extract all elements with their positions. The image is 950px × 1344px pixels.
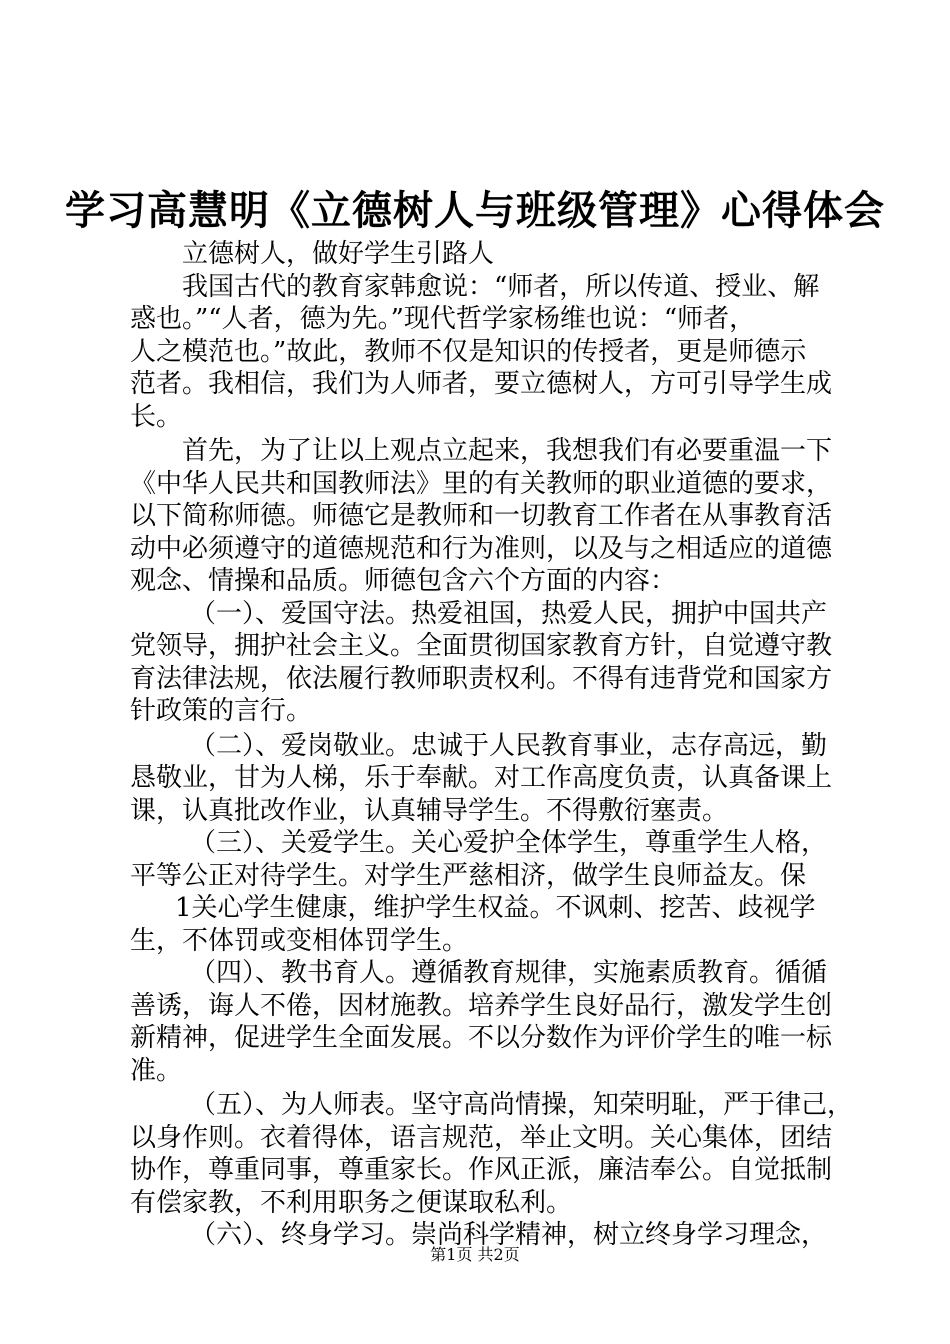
paragraph-line: 新精神，促进学生全面发展。不以分数作为评价学生的唯一标 [130, 1023, 833, 1053]
paragraph-line: 范者。我相信，我们为人师者，要立德树人，方可引导学生成 [130, 369, 833, 399]
paragraph-line: 课，认真批改作业，认真辅导学生。不得敷衍塞责。 [130, 795, 729, 826]
subtitle-line: 立德树人，做好学生引路人 [182, 239, 495, 269]
paragraph-line: 动中必须遵守的道德规范和行为准则，以及与之相适应的道德 [130, 533, 833, 564]
page-footer: 第1页 共2页 [430, 1245, 520, 1264]
paragraph-line: 有偿家教，不利用职务之便谋取私利。 [130, 1187, 573, 1218]
paragraph-line: 平等公正对待学生。对学生严慈相济，做学生良师益友。保 [130, 860, 807, 891]
paragraph-line: 恳敬业，甘为人梯，乐于奉献。对工作高度负责，认真备课上 [130, 763, 833, 793]
paragraph-line: 协作，尊重同事，尊重家长。作风正派，廉洁奉公。自觉抵制 [130, 1155, 833, 1185]
paragraph-line: 观念、情操和品质。师德包含六个方面的内容： [130, 566, 677, 596]
paragraph-line: 我国古代的教育家韩愈说：“师者，所以传道、授业、解 [182, 271, 820, 302]
document-title: 学习高慧明《立德树人与班级管理》心得体会 [65, 187, 885, 234]
paragraph-line: 善诱，诲人不倦，因材施教。培养学生良好品行，激发学生创 [130, 990, 833, 1021]
paragraph-line: 1关心学生健康，维护学生权益。不讽刺、挖苦、歧视学 [175, 893, 816, 923]
paragraph-line: （五）、为人师表。坚守高尚情操，知荣明耻，严于律己， [190, 1090, 854, 1120]
paragraph-line: 以下简称师德。师德它是教师和一切教育工作者在从事教育活 [130, 501, 833, 531]
paragraph-line: 准。 [130, 1055, 183, 1086]
paragraph-line: （六）、终身学习。崇尚科学精神，树立终身学习理念， [190, 1220, 828, 1250]
paragraph-line: （一）、爱国守法。热爱祖国，热爱人民，拥护中国共产 [190, 598, 828, 629]
paragraph-line: （二）、爱岗敬业。忠诚于人民教育事业，志存高远，勤 [190, 730, 828, 761]
paragraph-line: 惑也。”“人者，德为先。”现代哲学家杨维也说：“师者， [130, 304, 756, 334]
paragraph-line: 首先，为了让以上观点立起来，我想我们有必要重温一下 [182, 436, 833, 466]
paragraph-line: 生，不体罚或变相体罚学生。 [130, 925, 469, 956]
paragraph-line: （四）、教书育人。遵循教育规律，实施素质教育。循循 [190, 958, 828, 988]
paragraph-line: （三）、关爱学生。关心爱护全体学生，尊重学生人格， [190, 828, 828, 858]
paragraph-line: 党领导，拥护社会主义。全面贯彻国家教育方针，自觉遵守教 [130, 631, 833, 661]
paragraph-line: 长。 [130, 401, 183, 432]
paragraph-line: 人之模范也。”故此，教师不仅是知识的传授者，更是师德示 [130, 336, 807, 367]
document-body [130, 238, 854, 1252]
paragraph-line: 以身作则。衣着得体，语言规范，举止文明。关心集体，团结 [130, 1122, 833, 1153]
paragraph-line: 育法律法规，依法履行教师职责权利。不得有违背党和国家方 [130, 663, 833, 694]
paragraph-line: 针政策的言行。 [130, 696, 313, 726]
paragraph-line: 《中华人民共和国教师法》里的有关教师的职业道德的要求， [130, 468, 833, 499]
